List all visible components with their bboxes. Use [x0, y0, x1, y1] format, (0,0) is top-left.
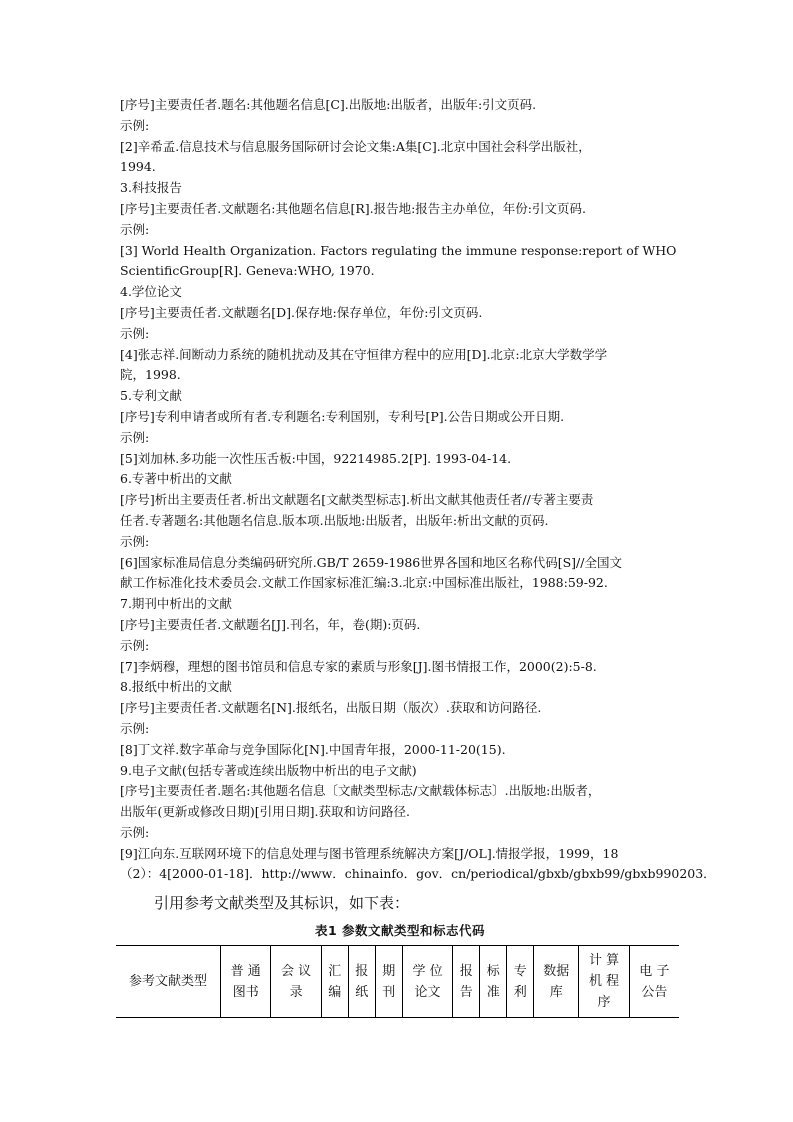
table-type-cell: 报 纸	[348, 946, 375, 1018]
text-line: [7]李炳穆，理想的图书馆员和信息专家的素质与形象[J].图书情报工作，2000(2):5-8.	[120, 658, 597, 674]
table-type-cell: 专 利	[507, 946, 534, 1018]
text-line: [序号]主要责任者.文献题名[D].保存地:保存单位，年份:引文页码.	[120, 304, 483, 320]
text-line: 院，1998.	[120, 367, 181, 383]
text-line: 示例:	[120, 720, 150, 736]
text-line: 示例:	[120, 533, 150, 549]
text-line: 8.报纸中析出的文献	[120, 679, 232, 695]
table-row	[116, 946, 679, 1018]
text-line: [3] World Health Organization. Factors regulating the immune response:report of WHO	[120, 242, 677, 258]
text-line: 献工作标准化技术委员会.文献工作国家标准汇编:3.北京:中国标准出版社，1988:59-92.	[120, 575, 608, 591]
text-line: （2）：4[2000-01-18]．http://www．chinainfo．gov．cn/periodical/gbxb/gbxb99/gbxb990203．	[120, 866, 716, 882]
document-type-table	[116, 945, 679, 1018]
text-line: 示例:	[120, 429, 150, 445]
table-type-cell: 学 位 论文	[402, 946, 452, 1018]
text-line: [5]刘加林.多功能一次性压舌板:中国，92214985.2[P]. 1993-04-14.	[120, 450, 512, 466]
text-line: [2]辛希孟.信息技术与信息服务国际研讨会论文集:A集[C].北京中国社会科学出版社，	[120, 138, 591, 154]
text-line: 7.期刊中析出的文献	[120, 596, 232, 612]
text-line: 出版年(更新或修改日期)[引用日期].获取和访问路径.	[120, 804, 410, 820]
table-type-cell: 报 告	[453, 946, 480, 1018]
text-line: 任者.专著题名:其他题名信息.版本项.出版地:出版者，出版年:析出文献的页码.	[120, 512, 549, 528]
table-type-cell: 会 议 录	[271, 946, 321, 1018]
text-line: 示例:	[120, 325, 150, 341]
text-line: 示例:	[120, 824, 150, 840]
table-type-cell: 标 准	[480, 946, 507, 1018]
text-line: [6]国家标准局信息分类编码研究所.GB/T 2659-1986世界各国和地区名称代码[S]//全国文	[120, 554, 622, 570]
table-type-cell: 期 刊	[375, 946, 402, 1018]
text-line: [序号]主要责任者.文献题名[N].报纸名，出版日期（版次）.获取和访问路径.	[120, 700, 542, 716]
text-line: [4]张志祥.间断动力系统的随机扰动及其在守恒律方程中的应用[D].北京:北京大学数学学	[120, 346, 608, 362]
text-line: [序号]专利申请者或所有者.专利题名:专利国别，专利号[P].公告日期或公开日期.	[120, 408, 565, 424]
document-page	[120, 95, 716, 1018]
table-type-cell: 数据 库	[534, 946, 579, 1018]
text-line: [序号]析出主要责任者.析出文献题名[文献类型标志].析出文献其他责任者//专著主要责	[120, 492, 594, 508]
text-line: ScientificGroup[R]. Geneva:WHO, 1970.	[120, 263, 375, 279]
text-line: 示例:	[120, 117, 150, 133]
text-line: 6.专著中析出的文献	[120, 471, 232, 487]
table-type-cell: 电 子 公告	[629, 946, 679, 1018]
table-caption: 表1 参数文献类型和标志代码	[314, 923, 486, 939]
reference-format-body	[120, 95, 716, 885]
text-line: 3.科技报告	[120, 180, 182, 196]
table-type-cell: 普 通 图书	[221, 946, 271, 1018]
table-intro: 引用参考文献类型及其标识，如下表：	[154, 894, 410, 913]
table-type-cell: 计 算 机 程 序	[579, 946, 629, 1018]
text-line: 9.电子文献(包括专著或连续出版物中析出的电子文献)	[120, 762, 417, 778]
text-line: [序号]主要责任者.文献题名:其他题名信息[R].报告地:报告主办单位，年份:引文页码.	[120, 200, 586, 216]
table-type-cell: 汇 编	[321, 946, 348, 1018]
text-line: [序号]主要责任者.题名:其他题名信息[C].出版地:出版者，出版年:引文页码.	[120, 97, 537, 112]
text-line: 示例:	[120, 221, 150, 237]
text-line: 5.专利文献	[120, 388, 182, 404]
text-line: [序号]主要责任者.文献题名[J].刊名，年，卷(期):页码.	[120, 616, 421, 632]
text-line: [9]江向东.互联网环境下的信息处理与图书管理系统解决方案[J/OL].情报学报，1999，18	[120, 845, 619, 861]
text-line: 4.学位论文	[120, 284, 182, 300]
text-line: 示例:	[120, 637, 150, 653]
text-line: [序号]主要责任者.题名:其他题名信息〔文献类型标志/文献载体标志〕.出版地:出版者，	[120, 783, 601, 799]
text-line: 1994.	[120, 159, 156, 175]
text-line: [8]丁文祥.数字革命与竞争国际化[N].中国青年报，2000-11-20(15).	[120, 741, 506, 757]
table-header-cell: 参考文献类型	[128, 974, 207, 990]
